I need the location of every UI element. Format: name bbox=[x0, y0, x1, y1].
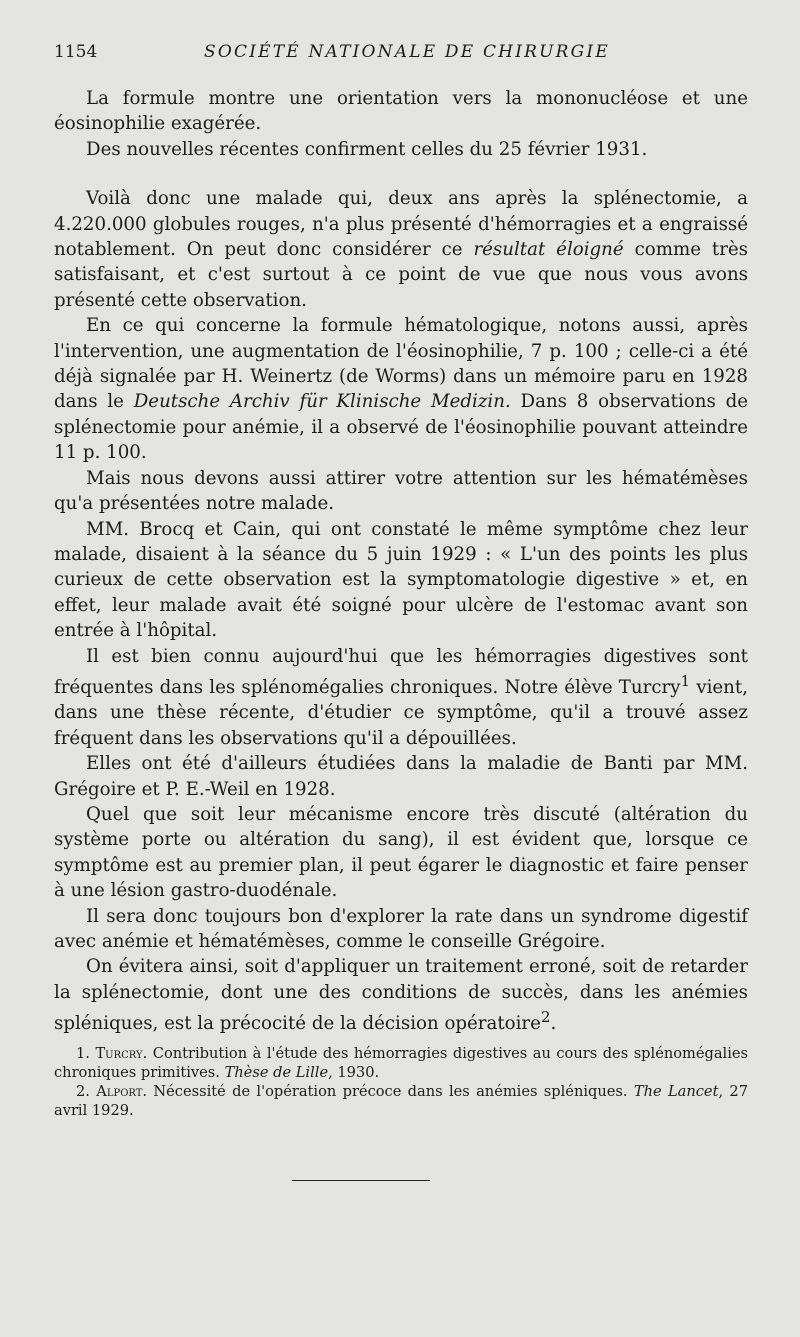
footnote-2-date: , 27 avril 1929. bbox=[54, 1083, 748, 1119]
footnote-1-number: 1. bbox=[76, 1045, 96, 1062]
page-header bbox=[54, 42, 754, 66]
paragraph-10: Il sera donc toujours bon d'explorer la rate dans un syndrome digestif avec anémie et hématémèses, comme le conseille Grégoire. bbox=[54, 905, 748, 953]
footnote-2-number: 2. bbox=[76, 1083, 97, 1100]
paragraph-6: MM. Brocq et Cain, qui ont constaté le même symptôme chez leur malade, disaient à la séance du 5 juin 1929 : « L'un des points les plus curieux de cette observation est la symptomatologie digestive » et, en effet, leur malade avait été soigné pour ulcère de l'estomac avant son entrée à l'hôpital. bbox=[54, 518, 748, 642]
footnote-1 bbox=[54, 1044, 748, 1082]
paragraph-3-text-b: comme très satisfaisant, et c'est surtout à ce point de vue que nous vous avons présenté cette observation. bbox=[54, 239, 749, 311]
body-text bbox=[54, 86, 748, 1037]
paragraph-4-text-b: Dans 8 observations de splénectomie pour anémie, il a observé de l'éosinophilie pouvant atteindre 11 p. 100. bbox=[54, 391, 749, 464]
footnote-1-author: Turcry bbox=[95, 1045, 143, 1062]
paragraph-8: Elles ont été d'ailleurs étudiées dans la maladie de Banti par MM. Grégoire et P. E.-Weil en 1928. bbox=[54, 753, 748, 800]
footnote-ref-2: 2 bbox=[540, 1008, 551, 1027]
paragraph-4-italic: Deutsche Archiv für Klinische Medizin. bbox=[133, 391, 511, 413]
paragraph-3-text-a: Voilà donc une malade qui, deux ans après la splénectomie, a 4.220.000 globules rouges, n'a plus présenté d'hémorragies et a engraissé notablement. On peut donc considérer ce bbox=[54, 188, 748, 261]
footnote-1-text: . Contribution à l'étude des hémorragies digestives au cours des splénomégalies chroniques primitives. bbox=[54, 1045, 748, 1081]
footnote-2 bbox=[54, 1082, 748, 1120]
footnote-1-year: , 1930. bbox=[328, 1064, 380, 1081]
footnote-2-author: Alport bbox=[96, 1083, 143, 1100]
paragraph-11-text-a: On évitera ainsi, soit d'appliquer un traitement erroné, soit de retarder la splénectomie, dont une des conditions de succès, dans les anémies spléniques, est la précocité de la décision opératoire bbox=[54, 956, 748, 1035]
paragraph-3-italic: résultat éloigné bbox=[473, 239, 624, 261]
footnote-2-text: . Nécessité de l'opération précoce dans les anémies spléniques. bbox=[142, 1083, 634, 1100]
running-title: SOCIÉTÉ NATIONALE DE CHIRURGIE bbox=[204, 42, 610, 62]
paragraph-11-text-b: . bbox=[550, 1013, 557, 1035]
paragraph-3 bbox=[54, 186, 748, 313]
paragraph-7 bbox=[54, 644, 748, 752]
paragraph-5: Mais nous devons aussi attirer votre attention sur les hématémèses qu'a présentées notre malade. bbox=[54, 467, 748, 515]
footnote-2-source: The Lancet bbox=[633, 1083, 719, 1100]
footnote-1-source: Thèse de Lille bbox=[224, 1064, 329, 1081]
paragraph-2: Des nouvelles récentes confirment celles du 25 février 1931. bbox=[86, 138, 648, 160]
paragraph-1: La formule montre une orientation vers la mononucléose et une éosinophilie exagérée. bbox=[54, 88, 748, 135]
paragraph-4-text-a: En ce qui concerne la formule hématologique, notons aussi, après l'intervention, une augmentation de l'éosinophilie, 7 p. 100 ; celle-ci a été déjà signalée par H. Weinertz (de Worms) dans un mémoire paru en 1928 dans le bbox=[54, 315, 748, 413]
page-number: 1154 bbox=[54, 42, 98, 62]
paragraph-4 bbox=[54, 313, 748, 465]
footnotes bbox=[54, 1044, 748, 1120]
paragraph-7-text-b: vient, dans une thèse récente, d'étudier ce symptôme, qu'il a trouvé assez fréquent dans les observations qu'il a dépouillées. bbox=[54, 677, 748, 749]
footnote-ref-1: 1 bbox=[680, 671, 691, 690]
end-rule bbox=[292, 1180, 430, 1181]
paragraph-9: Quel que soit leur mécanisme encore très discuté (altération du système porte ou altération du sang), il est évident que, lorsque ce symptôme est au premier plan, il peut égarer le diagnostic et faire penser à une lésion gastro-duodénale. bbox=[54, 804, 748, 902]
paragraph-11 bbox=[54, 954, 748, 1036]
paragraph-7-text-a: Il est bien connu aujourd'hui que les hémorragies digestives sont fréquentes dans les splénomégalies chroniques. Notre élève Turcry bbox=[54, 645, 748, 698]
